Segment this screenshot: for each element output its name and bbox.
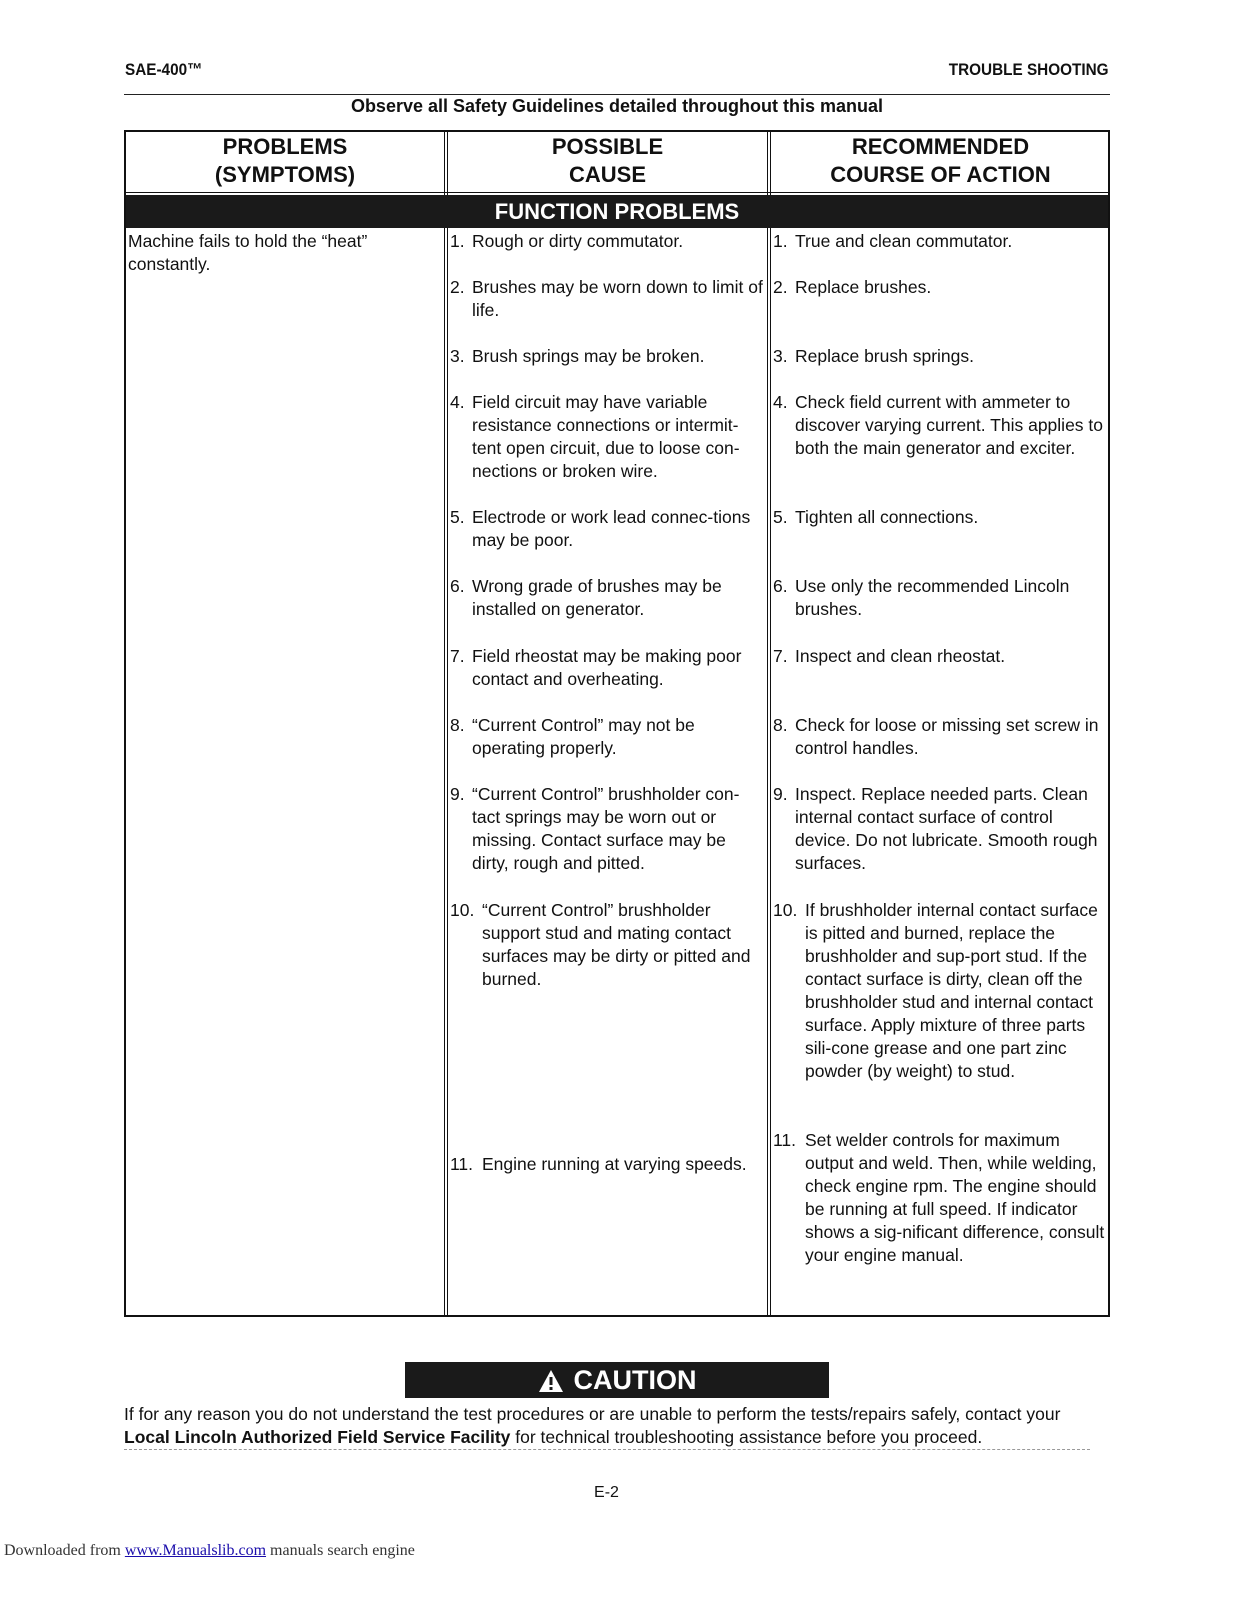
dashed-rule [124,1449,1090,1450]
action-text: Use only the recommended Lincoln brushes. [795,576,1070,619]
action-number: 6. [773,576,788,596]
action-number: 10. [773,900,798,920]
section-band: FUNCTION PROBLEMS [126,195,1108,228]
cause-number: 1. [450,231,465,251]
column-header-line: POSSIBLE [551,134,664,159]
cause-number: 3. [450,346,465,366]
column-header-line: COURSE OF ACTION [830,162,1051,187]
action-item [773,276,1109,299]
column-divider [767,132,771,1315]
cause-number: 11. [450,1154,474,1174]
cause-text: “Current Control” brushholder support stud and mating contact surfaces may be dirty or pitted and burned. [482,900,751,989]
caution-text [124,1403,1090,1449]
page-number: E-2 [594,1484,619,1501]
cause-item [450,714,766,760]
cause-text: Brushes may be worn down to limit of life. [472,277,763,320]
action-number: 3. [773,346,788,366]
caution-text-bold: Local Lincoln Authorized Field Service Facility [124,1427,511,1447]
cause-text: Electrode or work lead connec-tions may be poor. [472,507,751,550]
action-item [773,783,1109,875]
action-text: Tighten all connections. [795,507,979,527]
action-item [773,345,1109,368]
action-number: 9. [773,784,788,804]
cause-number: 10. [450,900,475,920]
action-item [773,1129,1109,1267]
action-number: 2. [773,277,788,297]
manualslib-link[interactable]: www.Manualslib.com [124,1542,267,1559]
column-header-line: CAUSE [568,162,646,187]
safety-note: Observe all Safety Guidelines detailed throughout this manual [350,96,884,116]
column-header-line: RECOMMENDED [851,134,1030,159]
action-number: 4. [773,392,788,412]
action-item [773,230,1109,253]
action-text: Set welder controls for maximum output and weld. Then, while welding, check engine rpm. The engine should be running at full speed. If indicator shows a sig-nificant difference, consult your engine manual. [805,1130,1105,1265]
header-section: TROUBLE SHOOTING [949,60,1109,79]
column-header-line: PROBLEMS [222,134,348,159]
cause-item [450,1153,766,1176]
caution-banner [405,1362,829,1398]
cause-item [450,783,766,875]
cause-number: 4. [450,392,465,412]
footer-suffix: manuals search engine [266,1542,415,1559]
action-text: Replace brushes. [795,277,932,297]
cause-item [450,345,766,368]
header-separator [126,192,1108,193]
column-header-line: (SYMPTOMS) [214,162,356,187]
cause-number: 7. [450,646,465,666]
cause-item [450,391,766,483]
download-footer [4,1542,415,1560]
cause-number: 2. [450,277,465,297]
cause-number: 8. [450,715,465,735]
column-header-cause [448,132,767,195]
column-divider [444,132,448,1315]
action-text: Check for loose or missing set screw in control handles. [795,715,1099,758]
caution-title: CAUTION [573,1365,697,1395]
header-model: SAE-400™ [125,60,203,79]
troubleshooting-table [124,130,1110,1317]
action-item [773,714,1109,760]
cause-number: 5. [450,507,465,527]
action-text: Inspect. Replace needed parts. Clean internal contact surface of control device. Do not lubricate. Smooth rough surfaces. [795,784,1098,873]
cause-number: 6. [450,576,465,596]
cause-item [450,276,766,322]
action-text: True and clean commutator. [795,231,1013,251]
cause-item [450,506,766,552]
action-text: Check field current with ammeter to discover varying current. This applies to both the main generator and exciter. [795,392,1104,458]
action-number: 11. [773,1130,797,1150]
column-header-action [771,132,1110,195]
action-item [773,645,1109,668]
action-text: Replace brush springs. [795,346,974,366]
cause-text: Field circuit may have variable resistance connections or intermit-tent open circuit, due to loose con-nections or broken wire. [472,392,740,481]
action-text: Inspect and clean rheostat. [795,646,1006,666]
cause-item [450,899,766,991]
action-item [773,899,1109,1083]
cause-text: Brush springs may be broken. [472,346,705,366]
action-text: If brushholder internal contact surface is pitted and burned, replace the brushholder and sup-port stud. If the contact surface is dirty, clean off the brushholder stud and internal contact surface. Apply mixture of three parts sili-cone grease and one part zinc powder (by weight) to stud. [805,900,1098,1081]
cause-text: Engine running at varying speeds. [482,1154,747,1174]
problem-cell: Machine fails to hold the “heat” constantly. [128,231,368,274]
cause-number: 9. [450,784,465,804]
action-item [773,575,1109,621]
cause-text: “Current Control” may not be operating properly. [472,715,695,758]
cause-item [450,230,766,253]
action-number: 7. [773,646,788,666]
action-number: 5. [773,507,788,527]
cause-item [450,645,766,691]
cause-text: Field rheostat may be making poor contact and overheating. [472,646,742,689]
caution-text-before: If for any reason you do not understand the test procedures or are unable to perform the tests/repairs safely, contact your [124,1404,1061,1424]
cause-text: “Current Control” brushholder con-tact springs may be worn out or missing. Contact surface may be dirty, rough and pitted. [472,784,740,873]
column-header-problems [126,132,444,195]
warning-icon [538,1369,564,1393]
cause-item [450,575,766,621]
action-number: 8. [773,715,788,735]
action-item [773,506,1109,529]
action-item [773,391,1109,460]
caution-text-after: for technical troubleshooting assistance before you proceed. [510,1427,983,1447]
footer-prefix: Downloaded from [4,1542,125,1559]
cause-text: Wrong grade of brushes may be installed on generator. [472,576,722,619]
cause-text: Rough or dirty commutator. [472,231,684,251]
header-rule [124,94,1110,95]
action-number: 1. [773,231,788,251]
